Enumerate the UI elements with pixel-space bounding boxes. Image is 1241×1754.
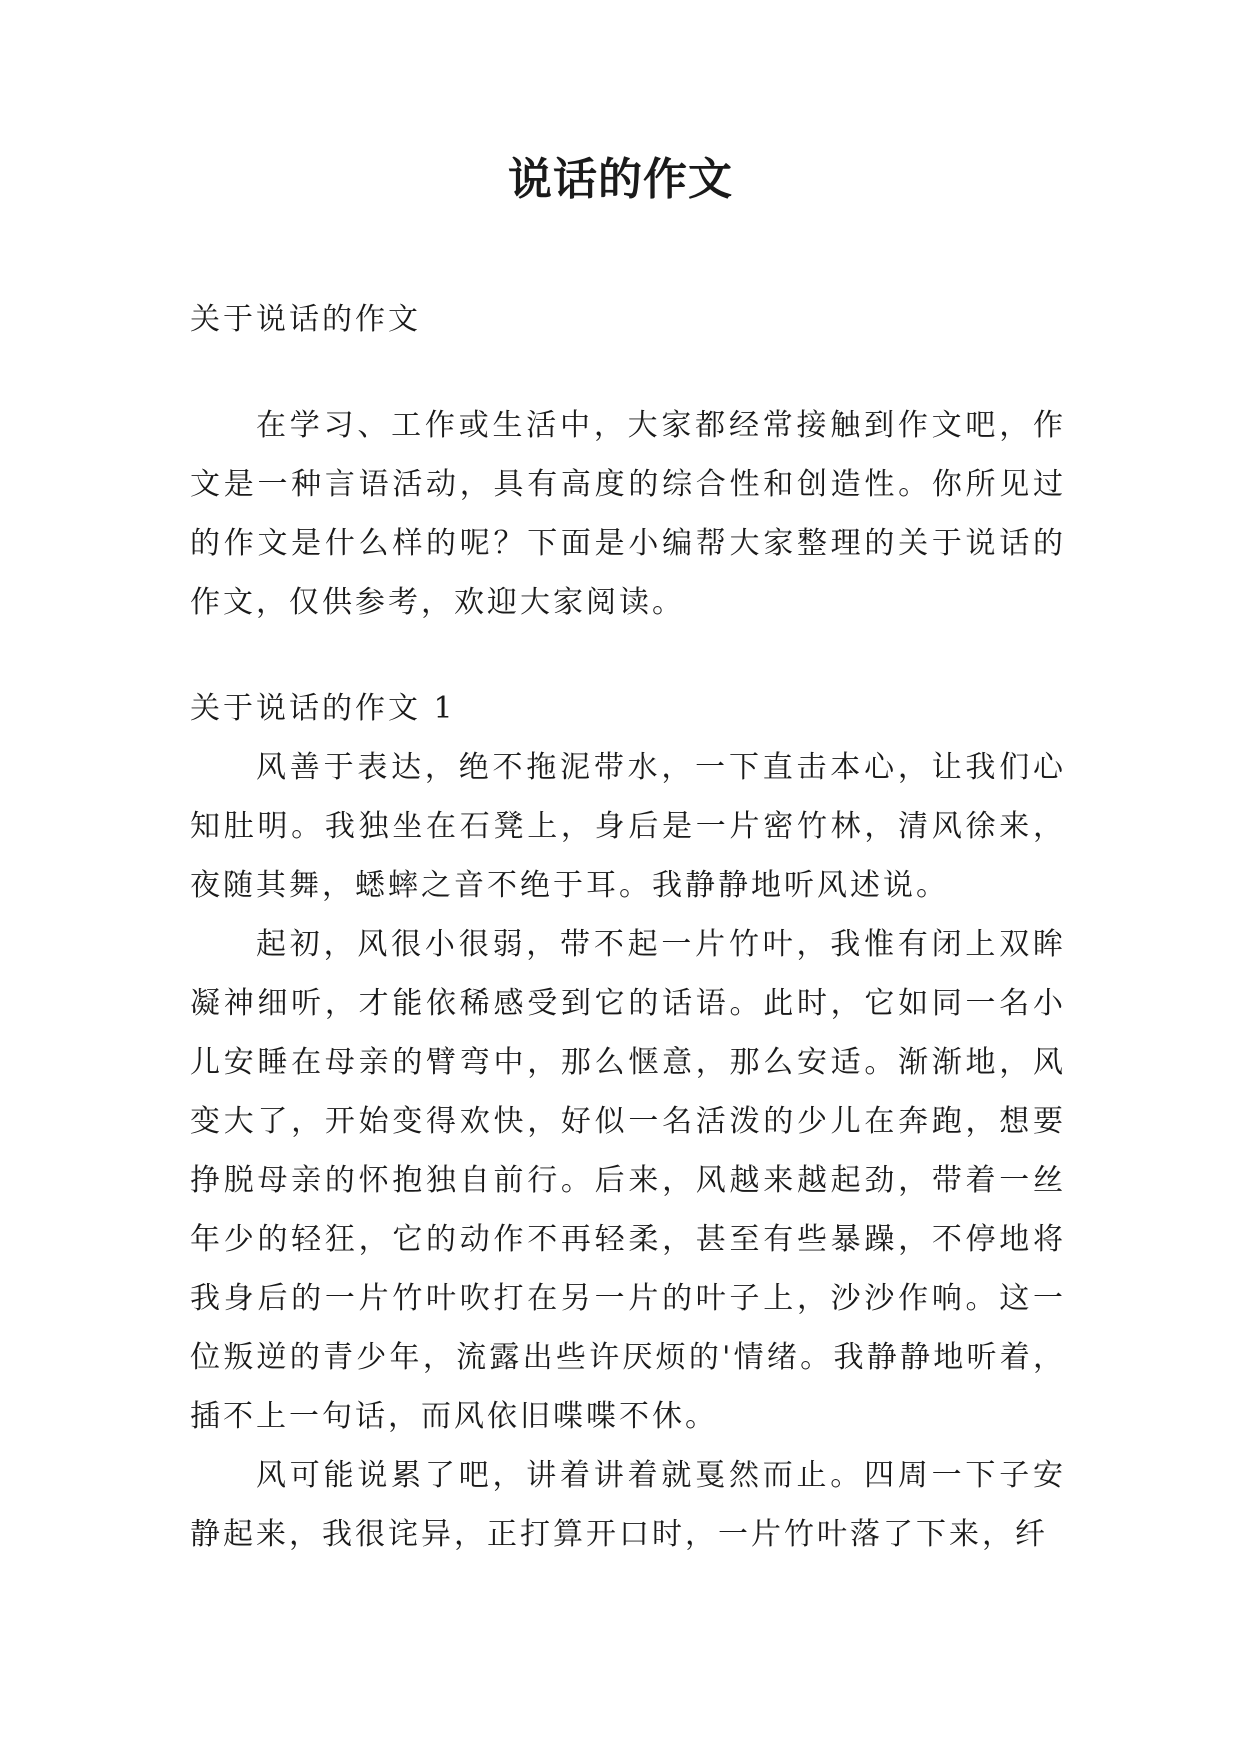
body-paragraph-3: 风可能说累了吧，讲着讲着就戛然而止。四周一下子安静起来，我很诧异，正打算开口时，一片竹叶落了下来，纤 <box>190 1458 1066 1552</box>
body-paragraph-2: 起初，风很小很弱，带不起一片竹叶，我惟有闭上双眸凝神细听，才能依稀感受到它的话语。此时，它如同一名小儿安睡在母亲的臂弯中，那么惬意，那么安适。渐渐地，风变大了，开始变得欢快，好似一名活泼的少儿在奔跑，想要挣脱母亲的怀抱独自前行。后来，风越来越起劲，带着一丝年少的轻狂，它的动作不再轻柔，甚至有些暴躁，不停地将我身后的一片竹叶吹打在另一片的叶子上，沙沙作响。这一位叛逆的青少年，流露出些许厌烦的'情绪。我静静地听着，插不上一句话，而风依旧喋喋不休。 <box>190 927 1066 1434</box>
section-heading: 关于说话的作文 1 <box>190 691 456 726</box>
document-title: 说话的作文 <box>508 154 733 205</box>
body-paragraph-1: 风善于表达，绝不拖泥带水，一下直击本心，让我们心知肚明。我独坐在石凳上，身后是一片密竹林，清风徐来，夜随其舞，蟋蟀之音不绝于耳。我静静地听风述说。 <box>190 750 1066 903</box>
document-body <box>190 290 1066 1564</box>
document-subtitle: 关于说话的作文 <box>190 302 421 337</box>
intro-paragraph: 在学习、工作或生活中，大家都经常接触到作文吧，作文是一种言语活动，具有高度的综合性和创造性。你所见过的作文是什么样的呢？下面是小编帮大家整理的关于说话的作文，仅供参考，欢迎大家阅读。 <box>190 408 1066 620</box>
